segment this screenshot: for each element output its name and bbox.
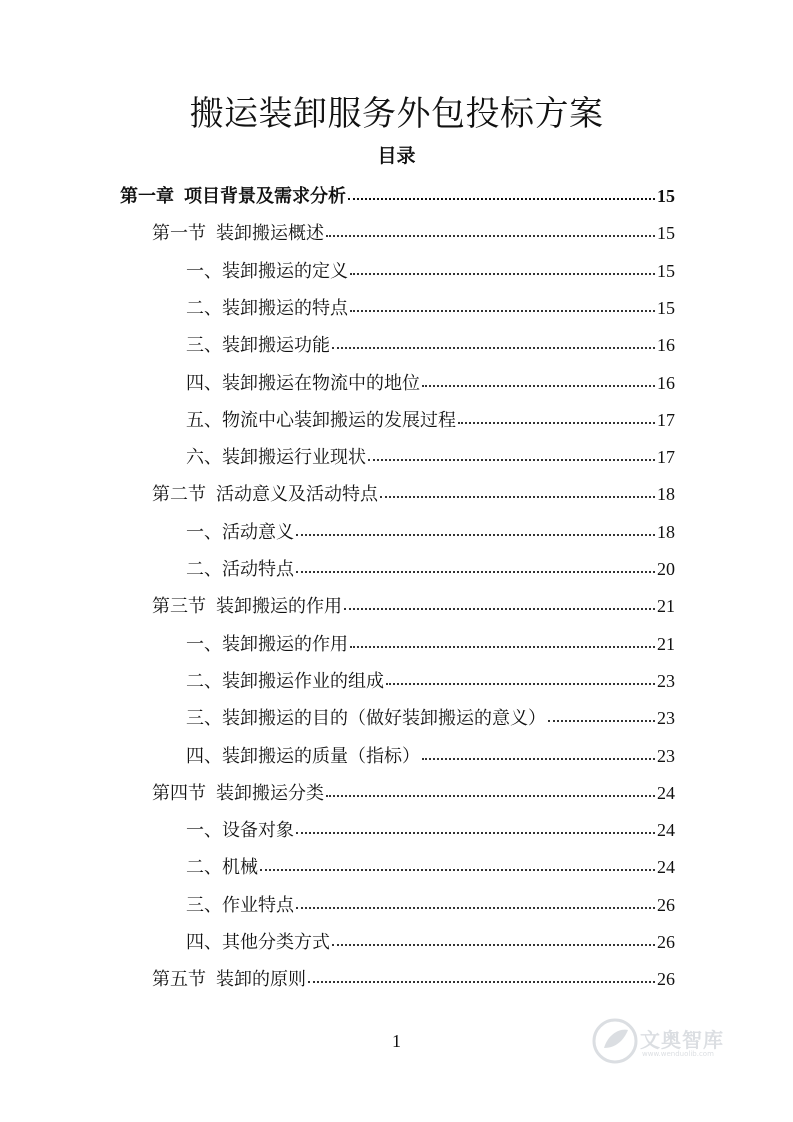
toc-entry-label: 项目背景及需求分析	[184, 186, 346, 207]
toc-entry-page: 21	[657, 634, 675, 654]
toc-entry-page: 17	[657, 447, 675, 467]
toc-entry-label: 装卸搬运行业现状	[222, 447, 366, 468]
toc-leader-dots	[296, 816, 655, 836]
toc-entry-page: 18	[657, 522, 675, 542]
toc-entry-page: 21	[657, 596, 675, 616]
toc-entry-title	[186, 742, 420, 772]
toc-entry-page: 26	[657, 969, 675, 989]
toc-entry-number: 五、	[186, 410, 222, 431]
toc-entry-number: 三、	[186, 708, 222, 729]
toc-entry-label: 装卸搬运的作用	[222, 634, 348, 655]
toc-entry[interactable]	[152, 218, 675, 248]
toc-entry[interactable]	[120, 181, 675, 211]
toc-entry-number: 二、	[186, 857, 222, 878]
watermark-logo	[592, 1018, 752, 1074]
document-title: 搬运装卸服务外包投标方案	[189, 94, 604, 134]
toc-entry-label: 物流中心装卸搬运的发展过程	[222, 410, 456, 431]
toc-entry-title	[186, 294, 348, 324]
toc-entry-label: 活动特点	[222, 559, 294, 580]
toc-entry-label: 装卸搬运在物流中的地位	[222, 373, 420, 394]
toc-entry-page: 16	[657, 335, 675, 355]
toc-entry-page: 18	[657, 484, 675, 504]
toc-entry-page: 26	[657, 895, 675, 915]
toc-entry-title	[120, 182, 346, 212]
toc-entry-number: 第五节	[152, 969, 206, 990]
toc-entry-page: 15	[657, 298, 675, 318]
toc-entry-title	[186, 443, 366, 473]
toc-entry-number: 一、	[186, 820, 222, 841]
toc-entry-title	[186, 331, 330, 361]
toc-entry-title	[186, 704, 546, 734]
toc-entry-page: 24	[657, 820, 675, 840]
toc-leader-dots	[458, 406, 655, 426]
toc-leader-dots	[350, 294, 655, 314]
toc-entry-page: 24	[657, 857, 675, 877]
toc-entry-title	[186, 891, 294, 921]
toc-entry-title	[186, 630, 348, 660]
toc-entry-number: 第一章	[120, 186, 174, 207]
toc-entry-label: 装卸搬运的定义	[222, 261, 348, 282]
toc-entry-number: 二、	[186, 559, 222, 580]
toc-entry-page: 15	[657, 186, 675, 206]
toc-entry-label: 装卸搬运作业的组成	[222, 671, 384, 692]
watermark-site: www.wenduolib.com	[642, 1050, 714, 1058]
toc-entry[interactable]	[186, 293, 675, 323]
toc-entry[interactable]	[186, 554, 675, 584]
toc-entry[interactable]	[186, 815, 675, 845]
toc-entry-page: 26	[657, 932, 675, 952]
toc-entry-page: 24	[657, 783, 675, 803]
toc-entry-number: 一、	[186, 261, 222, 282]
toc-entry-label: 作业特点	[222, 895, 294, 916]
toc-entry[interactable]	[186, 517, 675, 547]
toc-leader-dots	[308, 965, 655, 985]
toc-entry-page: 23	[657, 746, 675, 766]
toc-leader-dots	[348, 182, 655, 202]
toc-entry[interactable]	[186, 852, 675, 882]
toc-entry-number: 第三节	[152, 596, 206, 617]
toc-entry-title	[152, 480, 378, 510]
toc-entry-label: 装卸搬运的质量（指标）	[222, 746, 420, 767]
toc-leader-dots	[296, 891, 655, 911]
toc-entry-number: 二、	[186, 298, 222, 319]
toc-entry-number: 三、	[186, 335, 222, 356]
toc-entry-number: 四、	[186, 932, 222, 953]
toc-leader-dots	[368, 443, 655, 463]
toc-entry[interactable]	[186, 741, 675, 771]
toc-entry-label: 装卸搬运分类	[216, 783, 324, 804]
watermark-leaf-icon	[592, 1018, 638, 1064]
toc-entry[interactable]	[186, 927, 675, 957]
toc-entry[interactable]	[186, 330, 675, 360]
toc-leader-dots	[296, 518, 655, 538]
toc-entry-label: 装卸搬运概述	[216, 223, 324, 244]
toc-entry-number: 一、	[186, 522, 222, 543]
toc-entry[interactable]	[186, 256, 675, 286]
toc-entry-label: 装卸搬运功能	[222, 335, 330, 356]
toc-leader-dots	[350, 257, 655, 277]
toc-entry-title	[186, 853, 258, 883]
toc-entry-title	[186, 406, 456, 436]
toc-entry-title	[186, 816, 294, 846]
page-number: 1	[392, 1031, 401, 1051]
toc-leader-dots	[296, 555, 655, 575]
toc-entry[interactable]	[186, 368, 675, 398]
toc-leader-dots	[260, 853, 655, 873]
toc-entry-page: 15	[657, 261, 675, 281]
toc-entry[interactable]	[152, 479, 675, 509]
toc-entry-label: 活动意义	[222, 522, 294, 543]
toc-heading: 目录	[377, 145, 416, 167]
toc-leader-dots	[332, 331, 655, 351]
toc-leader-dots	[380, 480, 655, 500]
toc-leader-dots	[332, 928, 655, 948]
toc-entry-label: 装卸搬运的作用	[216, 596, 342, 617]
toc-leader-dots	[422, 369, 655, 389]
toc-entry-page: 20	[657, 559, 675, 579]
toc-entry-page: 16	[657, 373, 675, 393]
toc-leader-dots	[326, 779, 655, 799]
toc-entry-number: 四、	[186, 373, 222, 394]
toc-entry-label: 装卸搬运的特点	[222, 298, 348, 319]
toc-leader-dots	[350, 630, 655, 650]
toc-entry-title	[186, 928, 330, 958]
toc-entry-number: 四、	[186, 746, 222, 767]
toc-entry-title	[152, 779, 324, 809]
toc-entry[interactable]	[186, 405, 675, 435]
toc-entry[interactable]	[186, 442, 675, 472]
toc-entry-label: 设备对象	[222, 820, 294, 841]
toc-entry[interactable]	[152, 778, 675, 808]
toc-entry-number: 一、	[186, 634, 222, 655]
toc-entry-number: 二、	[186, 671, 222, 692]
toc-entry-number: 第一节	[152, 223, 206, 244]
toc-entry-title	[186, 369, 420, 399]
toc-entry-title	[186, 518, 294, 548]
toc-leader-dots	[548, 704, 655, 724]
toc-entry-number: 六、	[186, 447, 222, 468]
toc-entry[interactable]	[186, 703, 675, 733]
toc-entry-label: 机械	[222, 857, 258, 878]
toc-entry-number: 三、	[186, 895, 222, 916]
toc-entry-title	[186, 257, 348, 287]
toc-entry-title	[152, 592, 342, 622]
toc-entry-label: 其他分类方式	[222, 932, 330, 953]
toc-entry-label: 装卸搬运的目的（做好装卸搬运的意义）	[222, 708, 546, 729]
toc-leader-dots	[386, 667, 655, 687]
toc-entry-page: 17	[657, 410, 675, 430]
toc-entry-title	[152, 219, 324, 249]
toc-entry-label: 装卸的原则	[216, 969, 306, 990]
toc-leader-dots	[344, 592, 655, 612]
toc-leader-dots	[326, 219, 655, 239]
toc-entry[interactable]	[152, 964, 675, 994]
toc-entry-title	[152, 965, 306, 995]
toc-entry[interactable]	[186, 666, 675, 696]
toc-entry-title	[186, 555, 294, 585]
toc-entry-page: 23	[657, 708, 675, 728]
watermark-brand: 文奥智库	[640, 1028, 724, 1052]
toc-entry-number: 第二节	[152, 484, 206, 505]
toc-entry-page: 23	[657, 671, 675, 691]
toc-entry[interactable]	[152, 591, 675, 621]
toc-leader-dots	[422, 742, 655, 762]
toc-entry[interactable]	[186, 629, 675, 659]
toc-entry-title	[186, 667, 384, 697]
toc-entry-label: 活动意义及活动特点	[216, 484, 378, 505]
toc-entry-page: 15	[657, 223, 675, 243]
toc-entry-number: 第四节	[152, 783, 206, 804]
toc-entry[interactable]	[186, 890, 675, 920]
